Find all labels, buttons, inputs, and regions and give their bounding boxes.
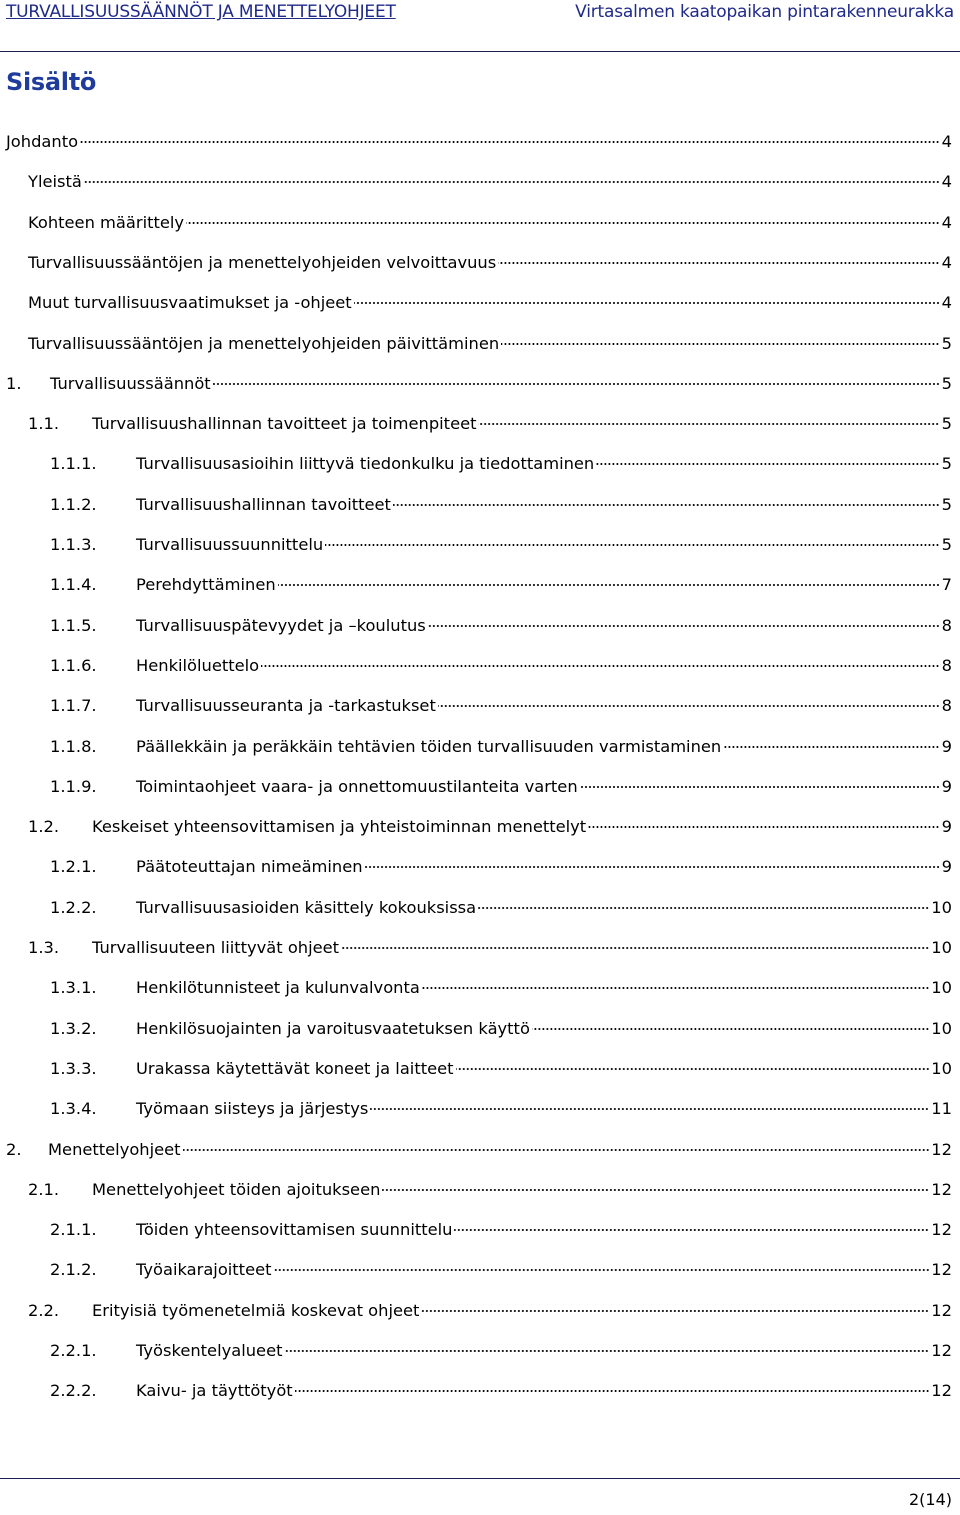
toc-entry-page: 10 bbox=[931, 1058, 952, 1078]
toc-leader-dots bbox=[588, 826, 939, 828]
toc-leader-dots bbox=[84, 181, 940, 183]
toc-entry-title: Turvallisuussääntöjen ja menettelyohjeiden velvoittavuus bbox=[28, 252, 497, 272]
toc-leader-dots bbox=[596, 463, 939, 465]
toc-leader-dots bbox=[393, 504, 940, 506]
toc-entry-page: 4 bbox=[941, 212, 952, 232]
toc-leader-dots bbox=[532, 1028, 929, 1030]
toc-entry-number: 1. bbox=[6, 373, 22, 393]
toc-entry[interactable] bbox=[50, 452, 952, 476]
toc-entry-page: 10 bbox=[931, 897, 952, 917]
toc-entry-title: Kohteen määrittely bbox=[28, 212, 185, 232]
toc-entry-title: Turvallisuussääntöjen ja menettelyohjeiden päivittäminen bbox=[28, 333, 500, 353]
toc-entry-title: Yleistä bbox=[28, 172, 82, 192]
toc-entry[interactable] bbox=[50, 493, 952, 517]
project-name: Virtasalmen kaatopaikan pintarakenneurakka bbox=[575, 2, 954, 22]
toc-entry[interactable] bbox=[28, 412, 952, 436]
toc-entry-number: 2.2.2. bbox=[50, 1381, 97, 1401]
toc-entry-number: 2. bbox=[6, 1139, 22, 1159]
toc-entry[interactable] bbox=[50, 976, 952, 1000]
toc-leader-dots bbox=[365, 866, 940, 868]
toc-entry[interactable] bbox=[50, 694, 952, 718]
toc-entry-title: Turvallisuusasioiden käsittely kokouksissa bbox=[136, 897, 477, 917]
toc-leader-dots bbox=[274, 1269, 930, 1271]
toc-entry[interactable] bbox=[50, 855, 952, 879]
toc-entry-page: 4 bbox=[941, 132, 952, 151]
toc-entry-page: 12 bbox=[931, 1381, 952, 1401]
toc-entry-number: 1.3.3. bbox=[50, 1058, 97, 1078]
toc-leader-dots bbox=[278, 584, 940, 586]
toc-entry-page: 5 bbox=[941, 333, 952, 353]
toc-entry[interactable] bbox=[28, 332, 952, 356]
toc-leader-dots bbox=[354, 302, 940, 304]
toc-entry-number: 1.1.1. bbox=[50, 454, 97, 474]
toc-entry-page: 12 bbox=[931, 1260, 952, 1280]
toc-entry-title: Urakassa käytettävät koneet ja laitteet bbox=[136, 1058, 454, 1078]
toc-entry[interactable] bbox=[50, 1379, 952, 1403]
toc-entry[interactable] bbox=[50, 1218, 952, 1242]
toc-leader-dots bbox=[723, 746, 939, 748]
toc-entry-page: 12 bbox=[931, 1139, 952, 1159]
footer-divider bbox=[0, 1478, 960, 1479]
toc-entry-number: 2.2.1. bbox=[50, 1341, 97, 1360]
toc-entry[interactable] bbox=[28, 251, 952, 275]
toc-leader-dots bbox=[501, 343, 939, 345]
toc-entry-number: 2.1. bbox=[28, 1179, 60, 1199]
toc-entry-title: Turvallisuussäännöt bbox=[50, 373, 211, 393]
toc-entry[interactable] bbox=[28, 211, 952, 235]
toc-leader-dots bbox=[428, 625, 940, 627]
toc-leader-dots bbox=[382, 1189, 929, 1191]
toc-entry[interactable] bbox=[50, 735, 952, 759]
toc-entry-title: Töiden yhteensovittamisen suunnittelu bbox=[136, 1220, 453, 1240]
toc-leader-dots bbox=[213, 383, 940, 385]
toc-entry-title: Työmaan siisteys ja järjestys bbox=[136, 1099, 369, 1119]
toc-leader-dots bbox=[580, 786, 940, 788]
toc-entry-page: 4 bbox=[941, 293, 952, 313]
toc-entry-number: 1.3.2. bbox=[50, 1018, 97, 1038]
toc-entry-page: 12 bbox=[931, 1179, 952, 1199]
toc-entry[interactable] bbox=[50, 533, 952, 557]
toc-entry-page: 9 bbox=[941, 776, 952, 796]
toc-entry-page: 12 bbox=[931, 1341, 952, 1360]
toc-leader-dots bbox=[422, 987, 929, 989]
toc-entry-number: 1.3. bbox=[28, 938, 60, 957]
toc-leader-dots bbox=[186, 222, 940, 224]
toc-leader-dots bbox=[454, 1229, 929, 1231]
toc-entry-number: 1.1.3. bbox=[50, 535, 97, 554]
toc-leader-dots bbox=[325, 544, 939, 546]
toc-entry-title: Menettelyohjeet töiden ajoitukseen bbox=[92, 1179, 381, 1199]
toc-entry-number: 2.2. bbox=[28, 1300, 60, 1320]
toc-entry-title: Turvallisuussuunnittelu bbox=[136, 535, 324, 554]
toc-entry-title: Päätoteuttajan nimeäminen bbox=[136, 857, 363, 877]
toc-entry-page: 9 bbox=[941, 857, 952, 877]
toc-entry[interactable] bbox=[50, 654, 952, 678]
toc-entry[interactable] bbox=[28, 936, 952, 960]
toc-entry-page: 5 bbox=[941, 494, 952, 514]
toc-entry-page: 10 bbox=[931, 1018, 952, 1038]
toc-entry-title: Menettelyohjeet bbox=[48, 1139, 181, 1159]
toc-entry-page: 5 bbox=[941, 535, 952, 554]
toc-leader-dots bbox=[284, 1350, 929, 1352]
toc-leader-dots bbox=[370, 1108, 929, 1110]
toc-entry-title: Keskeiset yhteensovittamisen ja yhteistoiminnan menettelyt bbox=[92, 817, 587, 837]
toc-entry-page: 9 bbox=[941, 736, 952, 756]
toc-entry-title: Henkilöluettelo bbox=[136, 655, 260, 675]
toc-entry[interactable] bbox=[6, 372, 952, 396]
toc-entry-number: 1.3.4. bbox=[50, 1099, 97, 1119]
toc-entry[interactable] bbox=[50, 573, 952, 597]
toc-entry-title: Henkilösuojainten ja varoitusvaatetuksen käyttö bbox=[136, 1018, 530, 1038]
toc-entry-title: Turvallisuusasioihin liittyvä tiedonkulku ja tiedottaminen bbox=[136, 454, 595, 474]
toc-entry[interactable] bbox=[50, 896, 952, 920]
toc-entry-title: Turvallisuuspätevyydet ja –koulutus bbox=[136, 615, 426, 635]
toc-leader-dots bbox=[421, 1310, 929, 1312]
toc-entry-number: 1.1.9. bbox=[50, 776, 97, 796]
toc-entry-title: Turvallisuushallinnan tavoitteet bbox=[136, 494, 391, 514]
toc-entry-page: 10 bbox=[931, 938, 952, 957]
toc-entry[interactable] bbox=[50, 1258, 952, 1282]
toc-entry[interactable] bbox=[28, 815, 952, 839]
toc-leader-dots bbox=[438, 705, 940, 707]
toc-entry-number: 1.2.2. bbox=[50, 897, 97, 917]
toc-entry-page: 5 bbox=[941, 454, 952, 474]
toc-entry-page: 5 bbox=[941, 414, 952, 434]
toc-entry-number: 1.1.5. bbox=[50, 615, 97, 635]
toc-entry-title: Turvallisuuteen liittyvät ohjeet bbox=[92, 938, 340, 957]
toc-entry-title: Henkilötunnisteet ja kulunvalvonta bbox=[136, 978, 420, 998]
toc-entry-title: Turvallisuushallinnan tavoitteet ja toimenpiteet bbox=[92, 414, 477, 434]
toc-entry-title: Työskentelyalueet bbox=[136, 1341, 283, 1360]
toc-leader-dots bbox=[295, 1390, 930, 1392]
page-number: 2(14) bbox=[908, 1490, 952, 1509]
toc-entry-number: 1.1.7. bbox=[50, 696, 97, 716]
toc-entry-title: Kaivu- ja täyttötyöt bbox=[136, 1381, 293, 1401]
toc-entry[interactable] bbox=[50, 1057, 952, 1081]
toc-entry-number: 1.1. bbox=[28, 414, 60, 434]
toc-entry-number: 1.1.6. bbox=[50, 655, 97, 675]
toc-entry-title: Turvallisuusseuranta ja -tarkastukset bbox=[136, 696, 436, 716]
toc-entry-page: 7 bbox=[941, 575, 952, 595]
toc-leader-dots bbox=[478, 907, 929, 909]
toc-entry-title: Perehdyttäminen bbox=[136, 575, 276, 595]
toc-entry[interactable] bbox=[6, 130, 952, 154]
toc-entry[interactable] bbox=[28, 1299, 952, 1323]
page-header bbox=[0, 0, 960, 52]
toc-entry-title: Muut turvallisuusvaatimukset ja -ohjeet bbox=[28, 293, 352, 313]
toc-leader-dots bbox=[183, 1149, 930, 1151]
toc-entry-number: 2.1.1. bbox=[50, 1220, 97, 1240]
toc-entry[interactable] bbox=[28, 1178, 952, 1202]
toc-entry-title: Johdanto bbox=[6, 132, 79, 151]
toc-entry-title: Toimintaohjeet vaara- ja onnettomuustilanteita varten bbox=[136, 776, 578, 796]
toc-entry-number: 1.1.8. bbox=[50, 736, 97, 756]
toc-entry-title: Työaikarajoitteet bbox=[136, 1260, 272, 1280]
toc-leader-dots bbox=[261, 665, 939, 667]
toc-entry-number: 2.1.2. bbox=[50, 1260, 97, 1280]
toc-entry-page: 10 bbox=[931, 978, 952, 998]
toc-entry-title: Erityisiä työmenetelmiä koskevat ohjeet bbox=[92, 1300, 420, 1320]
toc-entry-number: 1.1.4. bbox=[50, 575, 97, 595]
toc-entry-number: 1.1.2. bbox=[50, 494, 97, 514]
toc-entry[interactable] bbox=[28, 291, 952, 315]
document-title: TURVALLISUUSSÄÄNNÖT JA MENETTELYOHJEET bbox=[6, 2, 396, 22]
toc-leader-dots bbox=[456, 1068, 930, 1070]
toc-entry[interactable] bbox=[50, 614, 952, 638]
toc-leader-dots bbox=[341, 947, 929, 949]
toc-entry-number: 1.3.1. bbox=[50, 978, 97, 998]
toc-entry[interactable] bbox=[50, 775, 952, 799]
toc-entry-page: 5 bbox=[941, 373, 952, 393]
toc-entry-title: Päällekkäin ja peräkkäin tehtävien töiden turvallisuuden varmistaminen bbox=[136, 736, 722, 756]
toc-entry-number: 1.2.1. bbox=[50, 857, 97, 877]
toc-entry[interactable] bbox=[50, 1097, 952, 1121]
toc-entry[interactable] bbox=[28, 170, 952, 194]
toc-heading: Sisältö bbox=[6, 68, 97, 96]
toc-entry-page: 8 bbox=[941, 655, 952, 675]
toc-entry[interactable] bbox=[6, 1138, 952, 1162]
toc-entry-page: 11 bbox=[931, 1099, 952, 1119]
toc-entry-page: 12 bbox=[931, 1220, 952, 1240]
toc-entry[interactable] bbox=[50, 1017, 952, 1041]
toc-entry-page: 9 bbox=[941, 817, 952, 837]
toc-entry-page: 8 bbox=[941, 615, 952, 635]
toc-entry-number: 1.2. bbox=[28, 817, 60, 837]
toc-leader-dots bbox=[478, 423, 939, 425]
toc-entry[interactable] bbox=[50, 1339, 952, 1363]
toc-leader-dots bbox=[80, 141, 940, 143]
toc-entry-page: 4 bbox=[941, 252, 952, 272]
toc-entry-page: 12 bbox=[931, 1300, 952, 1320]
toc-entry-page: 4 bbox=[941, 172, 952, 192]
toc-leader-dots bbox=[498, 262, 939, 264]
toc-entry-page: 8 bbox=[941, 696, 952, 716]
